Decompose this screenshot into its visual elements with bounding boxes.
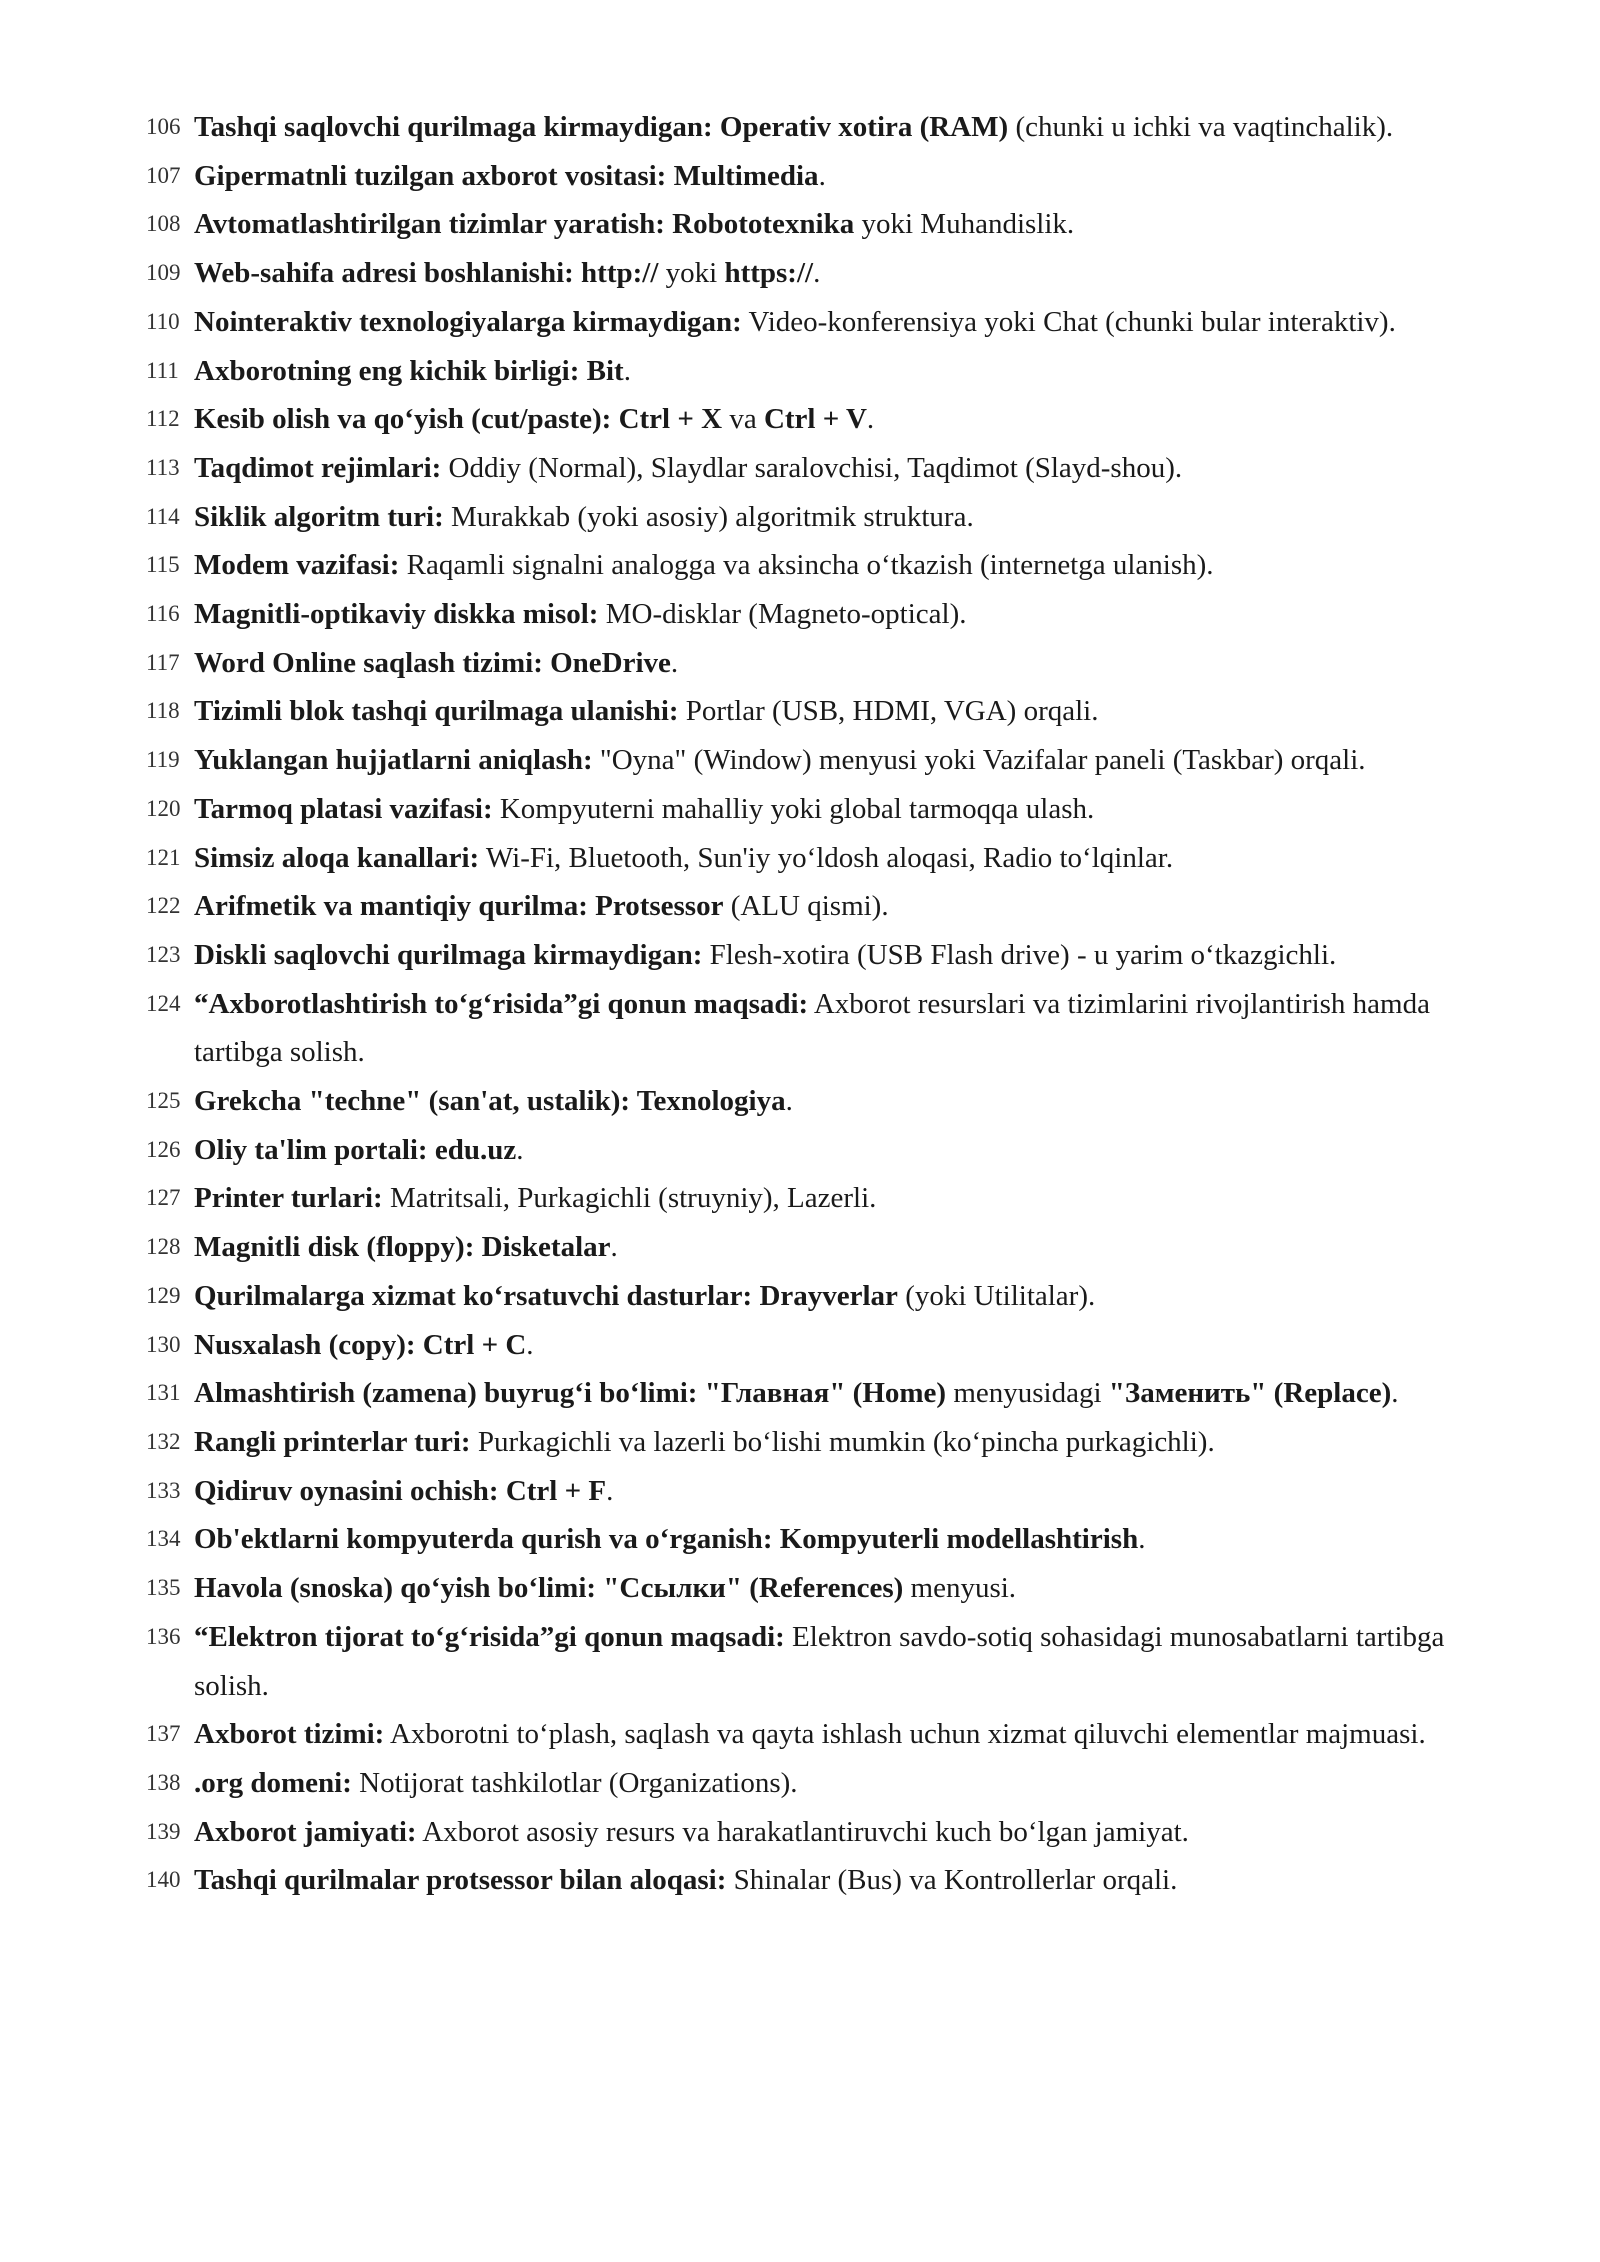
body-text: . <box>623 354 631 387</box>
body-text: (yoki Utilitalar). <box>897 1279 1096 1312</box>
item-number: 136 <box>146 1623 181 1649</box>
list-item <box>146 1126 1491 1175</box>
list-item <box>146 1369 1491 1418</box>
item-number: 135 <box>146 1575 181 1601</box>
item-number: 124 <box>146 990 181 1016</box>
item-number: 130 <box>146 1331 181 1357</box>
item-number: 131 <box>146 1380 181 1406</box>
bold-text: Axborotning eng kichik birligi: Bit <box>194 354 624 387</box>
list-item <box>146 493 1491 542</box>
bold-text: Axborot jamiyati: <box>194 1815 417 1848</box>
body-text: Elektron savdo-sotiq sohasidagi munosabatlarni tartibga solish. <box>194 1620 1445 1702</box>
body-text: Purkagichli va lazerli bo‘lishi mumkin (ko‘pincha purkagichli). <box>470 1425 1215 1458</box>
list-item <box>146 152 1491 201</box>
bold-text: Axborot tizimi: <box>194 1718 385 1751</box>
body-text: . <box>606 1474 614 1507</box>
list-item <box>146 1272 1491 1321</box>
list-item <box>146 103 1491 152</box>
bold-text: Tashqi saqlovchi qurilmaga kirmaydigan: Operativ xotira (RAM) <box>194 111 1009 143</box>
list-item <box>146 834 1491 883</box>
body-text: Raqamli signalni analogga va aksincha o‘tkazish (internetga ulanish). <box>399 549 1214 582</box>
bold-text: Nusxalash (copy): Ctrl + C <box>194 1328 527 1361</box>
list-item <box>146 200 1491 249</box>
body-text: Shinalar (Bus) va Kontrollerlar orqali. <box>726 1864 1178 1897</box>
item-number: 106 <box>146 114 181 139</box>
item-number: 118 <box>146 698 180 724</box>
bold-text: Havola (snoska) qo‘yish bo‘limi: "Ссылки" (References) <box>194 1572 904 1605</box>
body-text: Wi-Fi, Bluetooth, Sun'iy yo‘ldosh aloqasi, Radio to‘lqinlar. <box>479 841 1174 874</box>
bold-text: Almashtirish (zamena) buyrug‘i bo‘limi: "Главная" (Home) <box>194 1377 947 1410</box>
item-number: 114 <box>146 503 180 529</box>
bold-text: .org domeni: <box>194 1766 352 1799</box>
item-number: 107 <box>146 162 181 188</box>
list-item <box>146 639 1491 688</box>
list-item <box>146 1321 1491 1370</box>
bold-text: Arifmetik va mantiqiy qurilma: Protsessor <box>194 890 724 923</box>
body-text: Flesh-xotira (USB Flash drive) - u yarim o‘tkazgichli. <box>702 938 1337 971</box>
list-item <box>146 1077 1491 1126</box>
item-number: 129 <box>146 1282 181 1308</box>
item-number: 119 <box>146 747 180 773</box>
list-item <box>146 1418 1491 1467</box>
list-item <box>146 980 1491 1077</box>
body-text: . <box>785 1085 793 1118</box>
body-text: "Oyna" (Window) menyusi yoki Vazifalar paneli (Taskbar) orqali. <box>592 744 1366 777</box>
list-item <box>146 590 1491 639</box>
list-item <box>146 444 1491 493</box>
list-item <box>146 541 1491 590</box>
body-text: . <box>516 1133 524 1166</box>
list-item <box>146 347 1491 396</box>
list-item <box>146 1710 1491 1759</box>
item-number: 113 <box>146 454 180 480</box>
item-number: 123 <box>146 941 181 967</box>
bold-text: Siklik algoritm turi: <box>194 500 444 533</box>
item-number: 122 <box>146 893 181 919</box>
body-text: Murakkab (yoki asosiy) algoritmik struktura. <box>443 500 974 533</box>
body-text: menyusi. <box>903 1572 1017 1605</box>
item-number: 120 <box>146 795 181 821</box>
bold-text: Gipermatnli tuzilgan axborot vositasi: Multimedia <box>194 159 819 192</box>
qa-list <box>146 103 1491 1905</box>
body-text: menyusidagi <box>946 1377 1109 1410</box>
body-text: va <box>722 403 764 436</box>
item-number: 116 <box>146 601 180 627</box>
item-number: 132 <box>146 1428 181 1454</box>
body-text: Oddiy (Normal), Slaydlar saralovchisi, Taqdimot (Slayd-shou). <box>441 451 1183 484</box>
bold-text: Kesib olish va qo‘yish (cut/paste): Ctrl + X <box>194 403 723 436</box>
item-number: 125 <box>146 1088 181 1114</box>
body-text: Kompyuterni mahalliy yoki global tarmoqqa ulash. <box>492 792 1095 825</box>
list-item <box>146 1759 1491 1808</box>
item-number: 115 <box>146 552 180 578</box>
body-text: Portlar (USB, HDMI, VGA) orqali. <box>678 695 1099 728</box>
body-text: yoki <box>658 257 725 290</box>
item-number: 127 <box>146 1185 181 1211</box>
item-number: 138 <box>146 1769 181 1795</box>
body-text: (ALU qismi). <box>723 890 889 923</box>
bold-text: Magnitli disk (floppy): Disketalar <box>194 1231 611 1264</box>
body-text: . <box>1138 1523 1146 1556</box>
bold-text: Rangli printerlar turi: <box>194 1425 471 1458</box>
list-item <box>146 298 1491 347</box>
bold-text: “Axborotlashtirish to‘g‘risida”gi qonun maqsadi: <box>194 987 809 1020</box>
body-text: . <box>1391 1377 1399 1410</box>
item-number: 110 <box>146 308 180 334</box>
list-item <box>146 1467 1491 1516</box>
item-number: 108 <box>146 211 181 237</box>
list-item <box>146 687 1491 736</box>
bold-text: Printer turlari: <box>194 1182 383 1215</box>
bold-text: https:// <box>724 257 814 290</box>
list-item <box>146 1515 1491 1564</box>
item-number: 128 <box>146 1234 181 1260</box>
body-text: yoki Muhandislik. <box>854 208 1075 241</box>
body-text: (chunki u ichki va vaqtinchalik). <box>1008 111 1394 143</box>
bold-text: Nointeraktiv texnologiyalarga kirmaydigan: <box>194 305 742 338</box>
list-item <box>146 1808 1491 1857</box>
list-item <box>146 931 1491 980</box>
list-item <box>146 1613 1491 1710</box>
item-number: 140 <box>146 1867 181 1893</box>
body-text: Video-konferensiya yoki Chat (chunki bular interaktiv). <box>741 305 1396 338</box>
item-number: 134 <box>146 1526 181 1552</box>
list-item <box>146 1223 1491 1272</box>
bold-text: Qidiruv oynasini ochish: Ctrl + F <box>194 1474 607 1507</box>
bold-text: Tashqi qurilmalar protsessor bilan aloqasi: <box>194 1864 727 1897</box>
list-item <box>146 1856 1491 1905</box>
body-text: MO-disklar (Magneto-optical). <box>598 598 967 631</box>
bold-text: Ob'ektlarni kompyuterda qurish va o‘rganish: Kompyuterli modellashtirish <box>194 1523 1139 1556</box>
body-text: . <box>866 403 875 436</box>
item-number: 111 <box>146 357 179 383</box>
bold-text: Diskli saqlovchi qurilmaga kirmaydigan: <box>194 938 703 971</box>
body-text: Axborot resurslari va tizimlarini rivojlantirish hamda tartibga solish. <box>194 987 1430 1069</box>
bold-text: Qurilmalarga xizmat ko‘rsatuvchi dasturlar: Drayverlar <box>194 1279 898 1312</box>
bold-text: Word Online saqlash tizimi: OneDrive <box>194 646 671 679</box>
body-text: . <box>818 159 826 192</box>
body-text: . <box>813 257 821 290</box>
bold-text: Avtomatlashtirilgan tizimlar yaratish: Robototexnika <box>194 208 855 241</box>
item-number: 117 <box>146 649 180 675</box>
item-number: 133 <box>146 1477 181 1503</box>
bold-text: Web-sahifa adresi boshlanishi: http:// <box>194 257 659 290</box>
bold-text: Oliy ta'lim portali: edu.uz <box>194 1133 517 1166</box>
bold-text: Tarmoq platasi vazifasi: <box>194 792 493 825</box>
body-text: Matritsali, Purkagichli (struyniy), Lazerli. <box>382 1182 877 1215</box>
bold-text: Simsiz aloqa kanallari: <box>194 841 480 874</box>
bold-text: Magnitli-optikaviy diskka misol: <box>194 598 599 631</box>
list-item <box>146 736 1491 785</box>
list-item <box>146 1564 1491 1613</box>
item-number: 112 <box>146 406 180 432</box>
bold-text: Tizimli blok tashqi qurilmaga ulanishi: <box>194 695 679 728</box>
bold-text: Taqdimot rejimlari: <box>194 451 442 484</box>
list-item <box>146 249 1491 298</box>
item-number: 121 <box>146 844 181 870</box>
list-item <box>146 882 1491 931</box>
bold-text: Yuklangan hujjatlarni aniqlash: <box>194 744 593 777</box>
item-number: 109 <box>146 260 181 286</box>
bold-text: “Elektron tijorat to‘g‘risida”gi qonun maqsadi: <box>194 1620 785 1653</box>
bold-text: Modem vazifasi: <box>194 549 400 582</box>
body-text: Axborotni to‘plash, saqlash va qayta ishlash uchun xizmat qiluvchi elementlar majmuasi. <box>384 1718 1426 1751</box>
list-item <box>146 785 1491 834</box>
bold-text: "Заменить" (Replace) <box>1108 1377 1392 1410</box>
body-text: . <box>670 646 679 679</box>
bold-text: Grekcha "techne" (san'at, ustalik): Texnologiya <box>194 1085 786 1118</box>
item-number: 139 <box>146 1818 181 1844</box>
item-number: 126 <box>146 1136 181 1162</box>
body-text: . <box>526 1328 534 1361</box>
bold-text: Ctrl + V <box>763 403 867 436</box>
list-item <box>146 395 1491 444</box>
body-text: . <box>610 1231 618 1264</box>
list-item <box>146 1174 1491 1223</box>
body-text: Axborot asosiy resurs va harakatlantiruvchi kuch bo‘lgan jamiyat. <box>416 1815 1189 1848</box>
body-text: Notijorat tashkilotlar (Organizations). <box>351 1766 798 1799</box>
item-number: 137 <box>146 1721 181 1747</box>
